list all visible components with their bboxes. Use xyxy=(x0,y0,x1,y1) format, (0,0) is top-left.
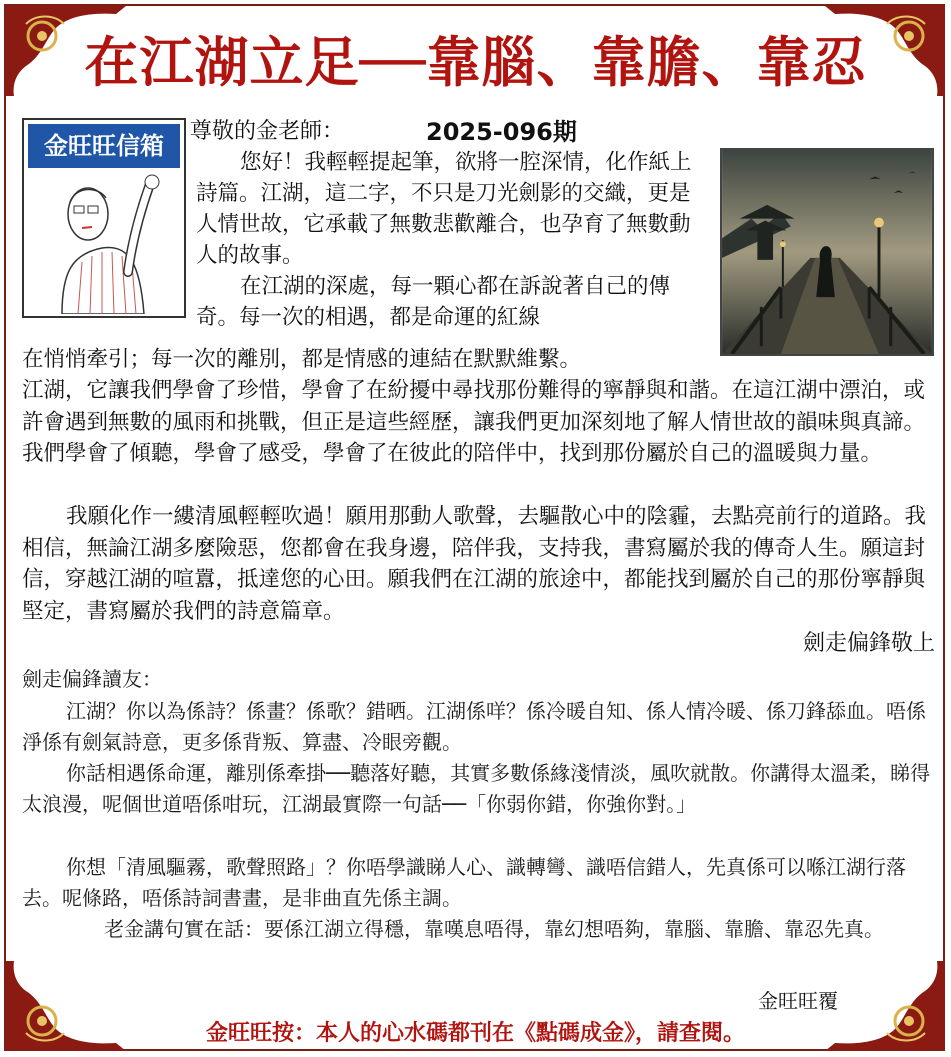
reply-paragraph-1-text: 江湖？你以為係詩？係畫？係歌？錯晒。江湖係咩？係冷暖自知、係人情冷暖、係刀鋒舔血。唔係淨係有劍氣詩意，更多係背叛、算盡、冷眼旁觀。 xyxy=(22,699,926,754)
letter-paragraph-1-text: 您好！我輕輕提起筆，欲將一腔深情，化作紙上詩篇。江湖，這二字，不只是刀光劍影的交織，更是人情世故，它承載了無數悲歡離合，也孕育了無數動人的故事。 xyxy=(196,150,692,268)
footer-note: 金旺旺按：本人的心水碼都刊在《點碼成金》，請查閱。 xyxy=(205,1021,745,1046)
column-logo xyxy=(22,118,186,318)
letter-signature: 劍走偏鋒敬上 xyxy=(802,631,935,656)
letter-greeting: 尊敬的金老師： xyxy=(190,119,345,144)
reply-paragraph-2 xyxy=(22,758,937,820)
headline: 在江湖立足──靠腦、靠膽、靠忍 xyxy=(84,30,867,94)
reply-paragraph-4-text: 老金講句實在話：要係江湖立得穩，靠嘆息唔得，靠幻想唔夠，靠腦、靠膽、靠忍先真。 xyxy=(104,917,884,941)
letter-paragraph-3: 江湖，它讓我們學會了珍惜，學會了在紛擾中尋找那份難得的寧靜與和諧。在這江湖中漂泊，或許會遇到無數的風雨和挑戰，但正是這些經歷，讓我們更加深刻地了解人情世故的韻味與真諦。我們學會了傾聽，學會了感受，學會了在彼此的陪伴中，找到那份屬於自己的溫暖與力量。 xyxy=(22,378,926,466)
reply-paragraph-2-text: 你話相遇係命運，離別係牽掛──聽落好聽，其實多數係緣淺情淡，風吹就散。你講得太溫柔，睇得太浪漫，呢個世道唔係咁玩，江湖最實際一句話──「你弱你錯，你強你對。」 xyxy=(22,761,931,816)
reply-paragraph-3 xyxy=(22,852,937,914)
reply-greeting: 劍走偏鋒讀友： xyxy=(22,667,162,691)
issue-number: 2025-096期 xyxy=(426,118,577,146)
letter-paragraph-2-text: 在江湖的深處，每一顆心都在訴說著自己的傳奇。每一次的相遇，都是命運的紅線 xyxy=(196,274,671,330)
letter-paragraph-4 xyxy=(22,501,937,627)
columnist-cartoon-icon xyxy=(32,172,178,314)
letter-paragraph-1 xyxy=(196,147,708,333)
reply-paragraph-3-text: 你想「清風驅霧，歌聲照路」？你唔學識睇人心、識轉彎、識唔信錯人，先真係可以喺江湖行落去。呢條路，唔係詩詞書畫，是非曲直先係主調。 xyxy=(22,855,906,910)
reply-paragraph-1 xyxy=(22,696,937,758)
column-title: 金旺旺信箱 xyxy=(28,124,180,168)
reply-paragraph-4 xyxy=(60,914,937,945)
letter-paragraph-4-text: 我願化作一縷清風輕輕吹過！願用那動人歌聲，去驅散心中的陰霾，去點亮前行的道路。我相信，無論江湖多麼險惡，您都會在我身邊，陪伴我，支持我，書寫屬於我的傳奇人生。願這封信，穿越江湖的喧囂，抵達您的心田。願我們在江湖的旅途中，都能找到屬於自己的那份寧靜與堅定，書寫屬於我們的詩意篇章。 xyxy=(22,504,927,624)
letter-paragraph-2-end: 在悄悄牽引；每一次的離別，都是情感的連結在默默維繫。 xyxy=(22,347,582,372)
jianghu-illustration xyxy=(720,148,934,356)
reply-signature: 金旺旺覆 xyxy=(758,989,838,1013)
